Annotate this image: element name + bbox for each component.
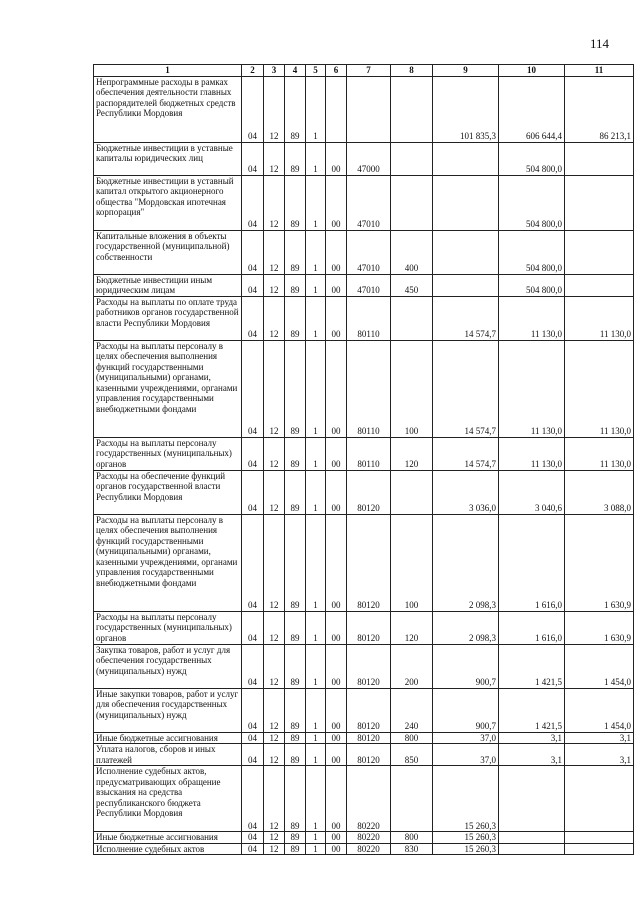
code-cell: 00 [326,296,347,340]
code-cell: 12 [264,470,285,514]
code-cell: 1 [306,175,326,230]
code-cell [391,175,433,230]
code-cell: 89 [285,732,306,744]
amount-cell: 3 036,0 [433,470,499,514]
amount-cell: 2 098,3 [433,611,499,644]
code-cell: 04 [242,766,264,832]
column-header: 4 [285,65,306,77]
code-cell: 04 [242,76,264,142]
code-cell: 04 [242,142,264,175]
code-cell: 00 [326,437,347,470]
amount-cell: 3,1 [565,732,634,744]
code-cell [347,76,391,142]
code-cell: 89 [285,230,306,274]
code-cell: 1 [306,142,326,175]
table-row [94,340,634,437]
code-cell: 04 [242,340,264,437]
code-cell: 1 [306,76,326,142]
code-cell: 80220 [347,843,391,855]
code-cell: 47010 [347,175,391,230]
code-cell: 89 [285,832,306,844]
code-cell [391,296,433,340]
table-row [94,274,634,296]
code-cell: 12 [264,766,285,832]
amount-cell: 11 130,0 [565,296,634,340]
code-cell: 1 [306,437,326,470]
column-header: 2 [242,65,264,77]
code-cell: 80110 [347,437,391,470]
code-cell: 12 [264,175,285,230]
code-cell: 00 [326,766,347,832]
code-cell: 00 [326,611,347,644]
column-header: 3 [264,65,285,77]
code-cell: 04 [242,832,264,844]
code-cell: 04 [242,230,264,274]
amount-cell [433,274,499,296]
amount-cell: 15 260,3 [433,766,499,832]
amount-cell [565,843,634,855]
code-cell: 89 [285,843,306,855]
code-cell: 80120 [347,611,391,644]
amount-cell: 504 800,0 [499,274,565,296]
code-cell: 89 [285,688,306,732]
table-row [94,437,634,470]
code-cell: 00 [326,732,347,744]
table-row [94,142,634,175]
amount-cell: 101 835,3 [433,76,499,142]
code-cell: 00 [326,470,347,514]
amount-cell: 1 454,0 [565,688,634,732]
code-cell: 04 [242,175,264,230]
amount-cell: 504 800,0 [499,142,565,175]
column-header: 7 [347,65,391,77]
code-cell: 400 [391,230,433,274]
amount-cell: 900,7 [433,688,499,732]
amount-cell: 3,1 [565,744,634,766]
amount-cell: 1 421,5 [499,644,565,688]
row-name-cell: Закупка товаров, работ и услуг для обеспечения государственных (муниципальных) нужд [94,644,242,688]
code-cell: 89 [285,175,306,230]
code-cell: 04 [242,644,264,688]
code-cell: 1 [306,230,326,274]
code-cell: 00 [326,688,347,732]
amount-cell: 1 616,0 [499,514,565,611]
page-number: 114 [590,36,610,51]
code-cell: 80120 [347,732,391,744]
row-name-cell: Расходы на выплаты персоналу государственных (муниципальных) органов [94,437,242,470]
table-row [94,832,634,844]
row-name-cell: Расходы на выплаты персоналу государственных (муниципальных) органов [94,611,242,644]
code-cell: 04 [242,296,264,340]
code-cell: 89 [285,766,306,832]
table-row [94,688,634,732]
row-name-cell: Расходы на выплаты персоналу в целях обеспечения выполнения функций государственными (муниципальными) органами, казенными учреждениями, органами управления государственными внебюджетными фондами [94,340,242,437]
code-cell: 1 [306,843,326,855]
code-cell: 100 [391,340,433,437]
code-cell: 00 [326,274,347,296]
row-name-cell: Расходы на выплаты персоналу в целях обеспечения выполнения функций государственными (муниципальными) органами, казенными учреждениями, органами управления государственными внебюджетными фондами [94,514,242,611]
amount-cell [565,230,634,274]
code-cell: 80120 [347,744,391,766]
code-cell: 89 [285,340,306,437]
table-row [94,843,634,855]
code-cell: 1 [306,732,326,744]
code-cell: 89 [285,142,306,175]
code-cell [391,76,433,142]
column-header: 1 [94,65,242,77]
code-cell: 47000 [347,142,391,175]
code-cell: 80110 [347,296,391,340]
amount-cell: 14 574,7 [433,296,499,340]
table-row [94,744,634,766]
amount-cell: 1 616,0 [499,611,565,644]
amount-cell [433,175,499,230]
code-cell: 1 [306,274,326,296]
code-cell [391,470,433,514]
code-cell: 12 [264,843,285,855]
code-cell: 12 [264,611,285,644]
amount-cell: 1 454,0 [565,644,634,688]
amount-cell: 1 421,5 [499,688,565,732]
table-row [94,230,634,274]
code-cell: 1 [306,470,326,514]
code-cell: 12 [264,437,285,470]
code-cell: 00 [326,644,347,688]
code-cell: 00 [326,175,347,230]
amount-cell: 14 574,7 [433,340,499,437]
column-header: 9 [433,65,499,77]
code-cell: 12 [264,644,285,688]
code-cell: 80120 [347,470,391,514]
amount-cell [565,274,634,296]
row-name-cell: Непрограммные расходы в рамках обеспечения деятельности главных распорядителей бюджетных средств Республики Мордовия [94,76,242,142]
code-cell: 1 [306,832,326,844]
amount-cell [499,843,565,855]
amount-cell [499,766,565,832]
code-cell: 89 [285,76,306,142]
table-row [94,296,634,340]
table-row [94,611,634,644]
amount-cell: 15 260,3 [433,843,499,855]
code-cell: 800 [391,832,433,844]
amount-cell: 504 800,0 [499,175,565,230]
row-name-cell: Иные бюджетные ассигнования [94,832,242,844]
code-cell: 04 [242,437,264,470]
code-cell: 1 [306,611,326,644]
code-cell: 00 [326,230,347,274]
code-cell: 1 [306,296,326,340]
amount-cell: 11 130,0 [565,437,634,470]
code-cell: 830 [391,843,433,855]
code-cell: 80220 [347,832,391,844]
table-header-row [94,65,634,77]
amount-cell: 900,7 [433,644,499,688]
code-cell: 47010 [347,230,391,274]
code-cell: 89 [285,611,306,644]
table-row [94,732,634,744]
code-cell: 12 [264,274,285,296]
code-cell: 1 [306,688,326,732]
table-row [94,76,634,142]
amount-cell: 86 213,1 [565,76,634,142]
code-cell: 89 [285,296,306,340]
code-cell [326,76,347,142]
code-cell: 12 [264,296,285,340]
amount-cell: 14 574,7 [433,437,499,470]
code-cell: 12 [264,688,285,732]
amount-cell: 3 088,0 [565,470,634,514]
row-name-cell: Иные закупки товаров, работ и услуг для обеспечения государственных (муниципальных) нужд [94,688,242,732]
amount-cell [565,766,634,832]
code-cell: 04 [242,470,264,514]
code-cell: 120 [391,611,433,644]
budget-table [93,64,634,855]
code-cell: 04 [242,843,264,855]
column-header: 8 [391,65,433,77]
code-cell: 89 [285,644,306,688]
column-header: 10 [499,65,565,77]
amount-cell [433,230,499,274]
code-cell: 89 [285,514,306,611]
code-cell: 800 [391,732,433,744]
row-name-cell: Бюджетные инвестиции в уставные капиталы юридических лиц [94,142,242,175]
code-cell: 04 [242,611,264,644]
code-cell: 80220 [347,766,391,832]
code-cell: 80110 [347,340,391,437]
code-cell: 89 [285,437,306,470]
code-cell: 200 [391,644,433,688]
code-cell: 12 [264,340,285,437]
amount-cell [565,142,634,175]
code-cell: 1 [306,514,326,611]
row-name-cell: Исполнение судебных актов, предусматривающих обращение взыскания на средства республиканского бюджета Республики Мордовия [94,766,242,832]
code-cell: 04 [242,514,264,611]
amount-cell: 1 630,9 [565,611,634,644]
table-row [94,514,634,611]
code-cell: 850 [391,744,433,766]
amount-cell [433,142,499,175]
code-cell: 04 [242,732,264,744]
column-header: 5 [306,65,326,77]
code-cell: 80120 [347,644,391,688]
code-cell: 240 [391,688,433,732]
amount-cell: 3,1 [499,732,565,744]
amount-cell: 15 260,3 [433,832,499,844]
amount-cell: 11 130,0 [565,340,634,437]
code-cell: 1 [306,644,326,688]
row-name-cell: Уплата налогов, сборов и иных платежей [94,744,242,766]
code-cell: 00 [326,744,347,766]
table-row [94,470,634,514]
amount-cell: 2 098,3 [433,514,499,611]
code-cell: 00 [326,340,347,437]
row-name-cell: Расходы на обеспечение функций органов государственной власти Республики Мордовия [94,470,242,514]
table-row [94,175,634,230]
amount-cell: 606 644,4 [499,76,565,142]
table-row [94,644,634,688]
code-cell: 12 [264,744,285,766]
amount-cell: 11 130,0 [499,437,565,470]
code-cell: 04 [242,744,264,766]
code-cell [391,766,433,832]
code-cell: 00 [326,142,347,175]
column-header: 11 [565,65,634,77]
code-cell: 12 [264,76,285,142]
code-cell: 12 [264,832,285,844]
amount-cell [565,832,634,844]
row-name-cell: Исполнение судебных актов [94,843,242,855]
code-cell: 12 [264,732,285,744]
code-cell: 1 [306,766,326,832]
amount-cell [565,175,634,230]
table-row [94,766,634,832]
amount-cell: 504 800,0 [499,230,565,274]
amount-cell: 37,0 [433,744,499,766]
column-header: 6 [326,65,347,77]
code-cell: 04 [242,688,264,732]
row-name-cell: Бюджетные инвестиции иным юридическим лицам [94,274,242,296]
code-cell [391,142,433,175]
row-name-cell: Расходы на выплаты по оплате труда работников органов государственной власти Республики Мордовия [94,296,242,340]
amount-cell [499,832,565,844]
amount-cell: 11 130,0 [499,340,565,437]
amount-cell: 1 630,9 [565,514,634,611]
row-name-cell: Капитальные вложения в объекты государственной (муниципальной) собственности [94,230,242,274]
code-cell: 120 [391,437,433,470]
code-cell: 00 [326,843,347,855]
amount-cell: 3 040,6 [499,470,565,514]
row-name-cell: Иные бюджетные ассигнования [94,732,242,744]
code-cell: 89 [285,274,306,296]
code-cell: 1 [306,744,326,766]
code-cell: 89 [285,470,306,514]
code-cell: 00 [326,832,347,844]
code-cell: 00 [326,514,347,611]
code-cell: 04 [242,274,264,296]
code-cell: 47010 [347,274,391,296]
amount-cell: 11 130,0 [499,296,565,340]
code-cell: 80120 [347,514,391,611]
code-cell: 450 [391,274,433,296]
code-cell: 100 [391,514,433,611]
code-cell: 12 [264,142,285,175]
code-cell: 1 [306,340,326,437]
code-cell: 89 [285,744,306,766]
code-cell: 80120 [347,688,391,732]
amount-cell: 3,1 [499,744,565,766]
code-cell: 12 [264,514,285,611]
amount-cell: 37,0 [433,732,499,744]
code-cell: 12 [264,230,285,274]
row-name-cell: Бюджетные инвестиции в уставный капитал открытого акционерного общества "Мордовская ипотечная корпорация" [94,175,242,230]
